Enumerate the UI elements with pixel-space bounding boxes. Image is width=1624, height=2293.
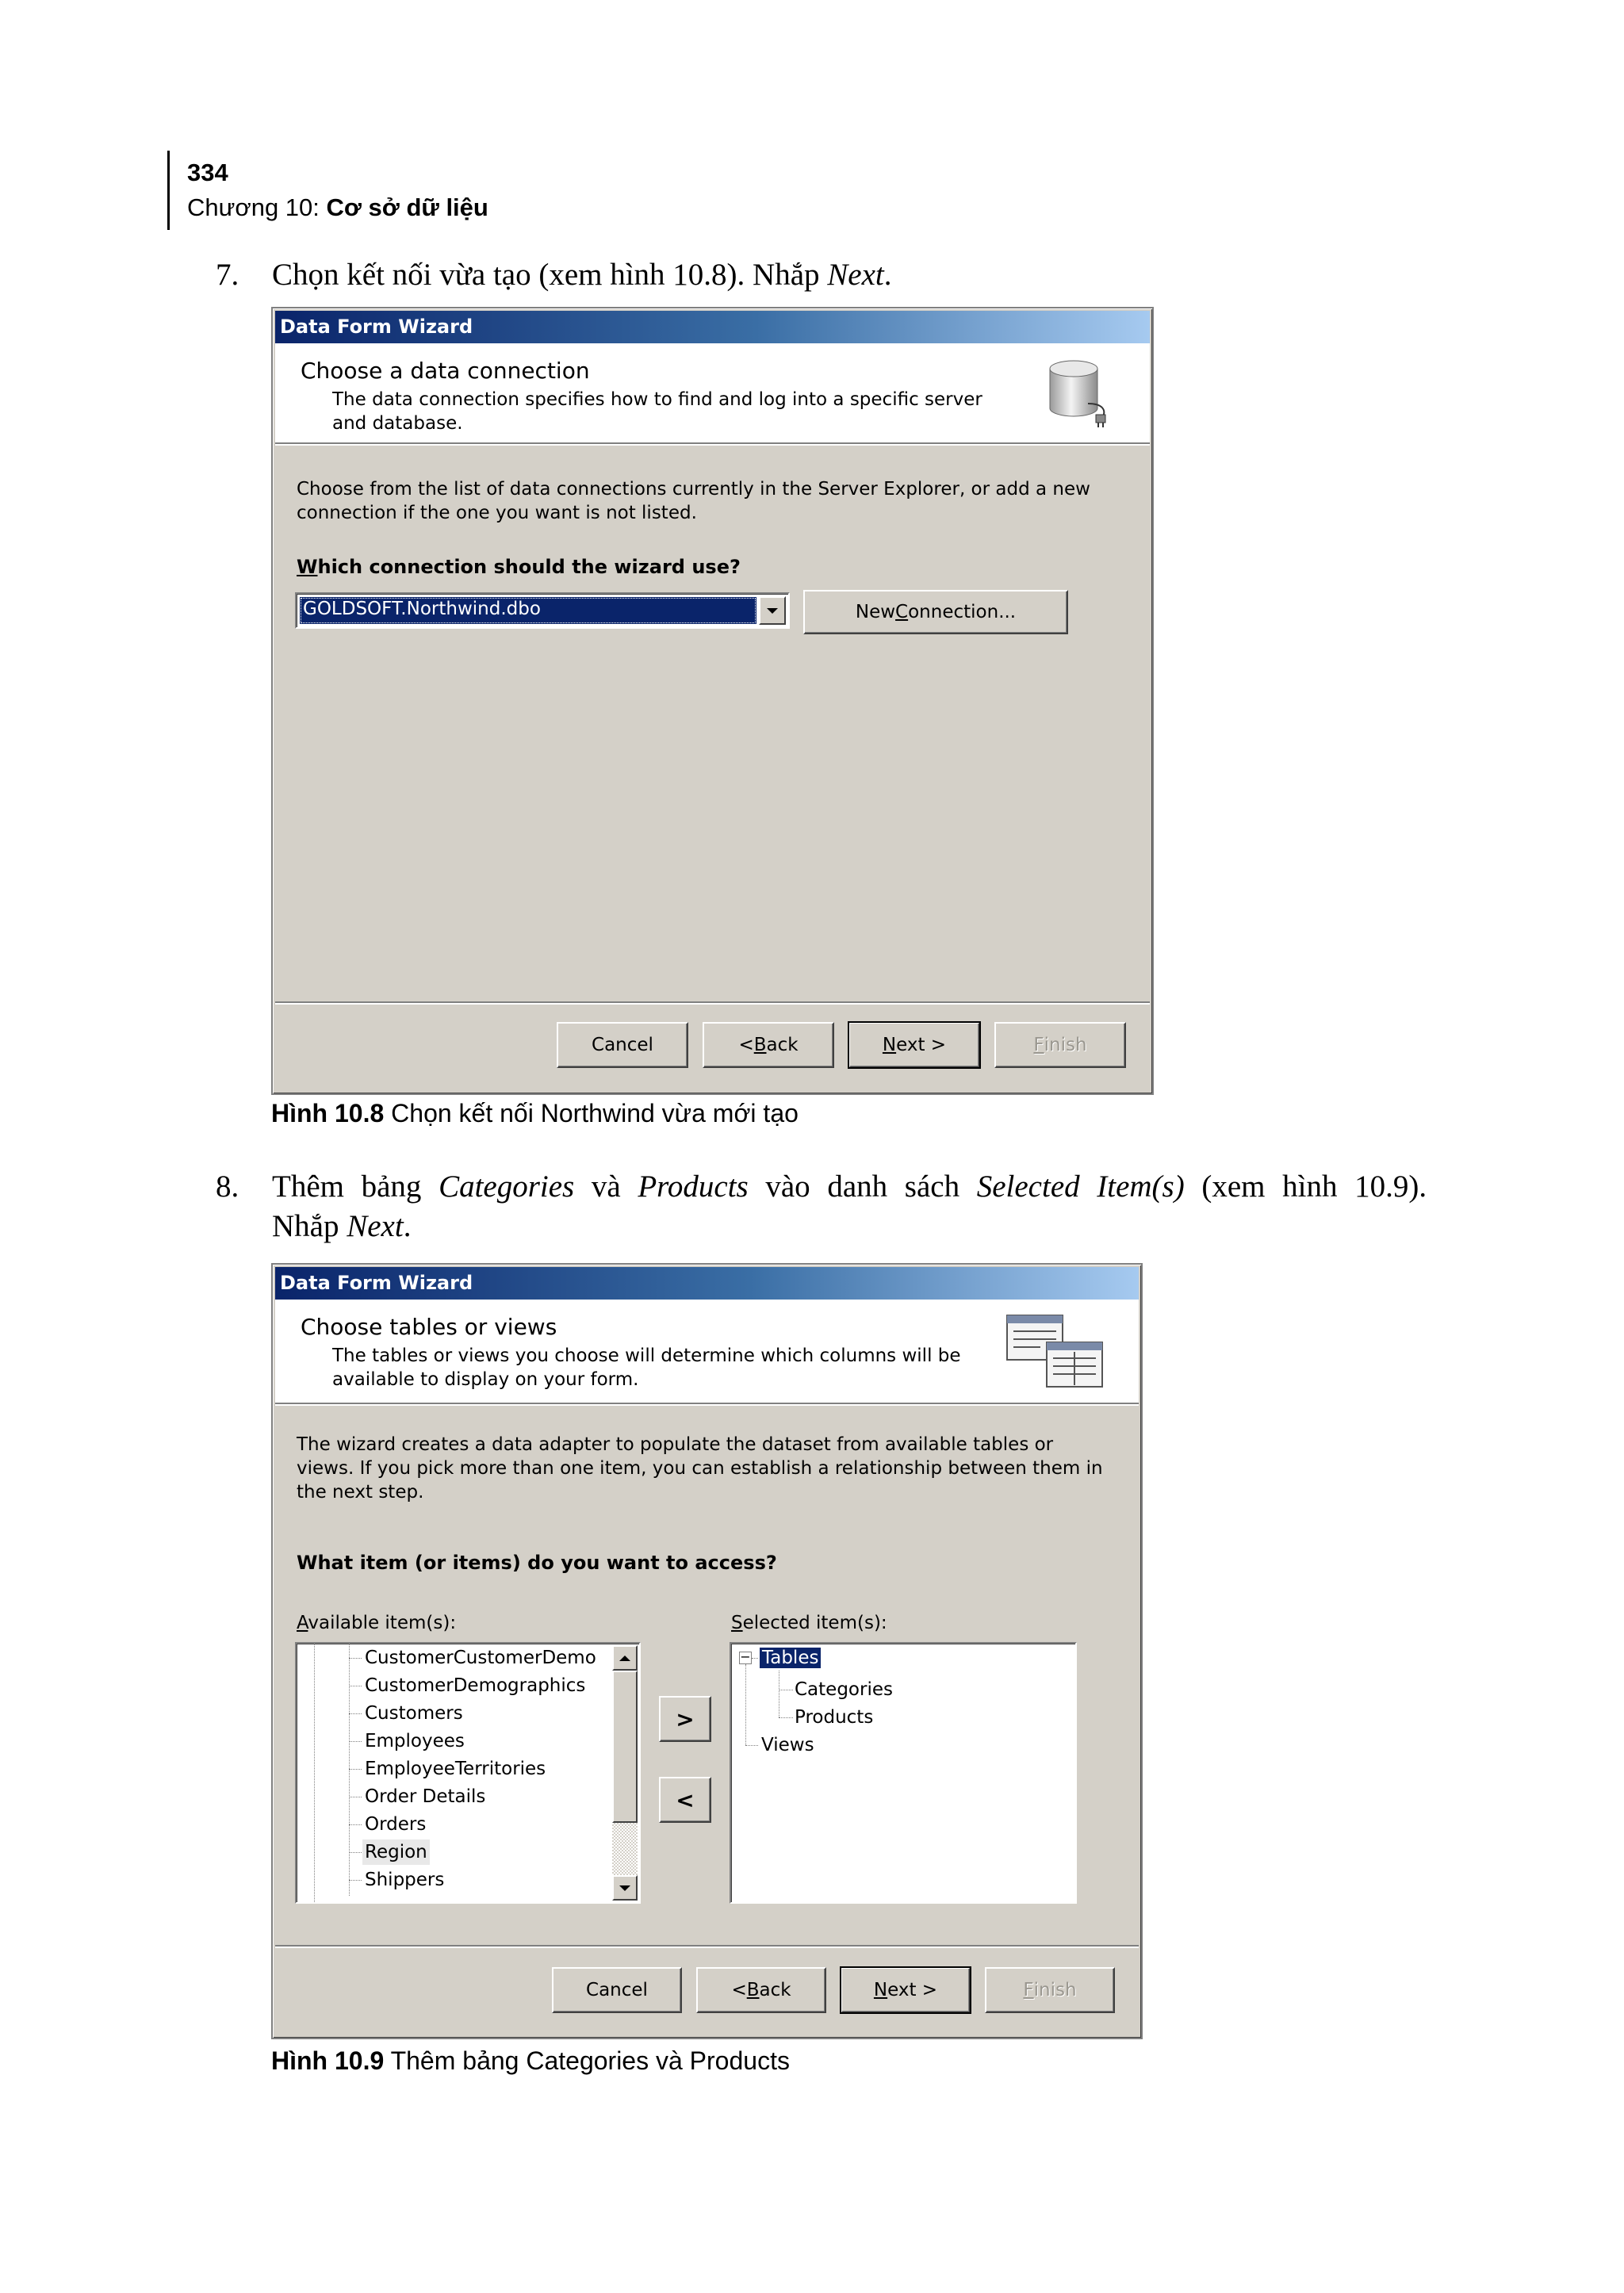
- categories-italic: Categories: [439, 1169, 575, 1204]
- step-8: [0, 1167, 1624, 1246]
- selected-items-italic: Selected Item(s): [976, 1169, 1185, 1204]
- tree-line: [779, 1717, 793, 1718]
- products-italic: Products: [638, 1169, 749, 1204]
- step-8-number: 8.: [216, 1169, 239, 1204]
- new-connection-label-post: onnection...: [908, 602, 1017, 622]
- question-accesskey: W: [297, 556, 318, 578]
- description-line-1: The wizard creates a data adapter to populate the dataset from available tables or: [297, 1434, 1054, 1455]
- collapse-icon[interactable]: −: [740, 1649, 751, 1664]
- selected-items-label: [731, 1611, 887, 1635]
- next-accesskey: N: [882, 1035, 897, 1055]
- tree-node-products[interactable]: Products: [795, 1707, 874, 1728]
- list-item[interactable]: Customers: [365, 1703, 463, 1724]
- wizard-window-connection: [271, 307, 1154, 1095]
- chevron-up-icon: [619, 1656, 630, 1661]
- step-8-line2-text: Nhắp: [272, 1209, 347, 1243]
- list-item[interactable]: Shippers: [365, 1870, 445, 1890]
- scroll-up-button[interactable]: [612, 1645, 638, 1671]
- next-label: ext >: [887, 1980, 938, 2000]
- scroll-down-button[interactable]: [612, 1875, 638, 1901]
- step-7-text: [272, 255, 892, 295]
- word: và: [591, 1169, 621, 1204]
- back-label-pre: <: [738, 1035, 754, 1055]
- tree-node-categories[interactable]: Categories: [795, 1679, 893, 1700]
- description-line-3: the next step.: [297, 1482, 424, 1503]
- caption-text: Thêm bảng Categories và Products: [384, 2046, 790, 2075]
- available-list-scrollbar[interactable]: [612, 1645, 638, 1901]
- wizard-banner: [275, 343, 1150, 444]
- back-accesskey: B: [753, 1035, 767, 1055]
- back-label-post: ack: [759, 1980, 791, 2000]
- step-7-next-italic: Next: [827, 258, 884, 292]
- new-connection-label-pre: New: [855, 602, 896, 622]
- caption-number: Hình 10.9: [271, 2046, 385, 2075]
- tree-line: [349, 1741, 362, 1742]
- banner-subtitle: [332, 1344, 961, 1391]
- wizard-titlebar: Data Form Wizard: [275, 1267, 1139, 1300]
- tree-node-tables[interactable]: [760, 1645, 821, 1671]
- figure-10-8-caption: [271, 1099, 799, 1128]
- word: 10.9).: [1354, 1169, 1427, 1204]
- tree-line: [349, 1769, 362, 1770]
- tree-node-views[interactable]: Views: [761, 1735, 814, 1755]
- back-button[interactable]: [696, 1967, 826, 2013]
- selected-items-tree[interactable]: [730, 1642, 1077, 1904]
- back-label-post: ack: [766, 1035, 799, 1055]
- remove-item-button[interactable]: <: [659, 1777, 711, 1823]
- word: Thêm: [272, 1169, 344, 1204]
- word: danh: [827, 1169, 888, 1204]
- finish-button[interactable]: [994, 1022, 1126, 1068]
- wizard-window-tables: [271, 1263, 1143, 2039]
- list-item[interactable]: Employees: [365, 1731, 465, 1751]
- selected-accesskey: S: [731, 1613, 743, 1633]
- description-line-2: connection if the one you want is not listed.: [297, 503, 697, 523]
- step-8-next-italic: Next: [347, 1209, 404, 1243]
- list-item[interactable]: CustomerCustomerDemo: [365, 1648, 596, 1668]
- word: hình: [1282, 1169, 1338, 1204]
- page-number: 334: [187, 159, 228, 186]
- wizard-titlebar: Data Form Wizard: [275, 311, 1150, 343]
- chevron-down-icon: [767, 608, 778, 614]
- available-items-listbox[interactable]: [295, 1642, 641, 1904]
- header-rule: [167, 151, 170, 230]
- step-7-number: 7.: [216, 258, 239, 292]
- description-line-2: views. If you pick more than one item, you can establish a relationship between them in: [297, 1458, 1103, 1479]
- banner-subtitle-line-1: The tables or views you choose will determine which columns will be: [332, 1346, 961, 1366]
- connection-question: [297, 556, 741, 578]
- chapter-prefix: Chương 10:: [187, 193, 327, 221]
- chapter-heading: [187, 193, 488, 222]
- footer-separator: [275, 1001, 1150, 1003]
- word: vào: [765, 1169, 810, 1204]
- tree-line: [745, 1745, 758, 1746]
- banner-subtitle-line-2: and database.: [332, 413, 463, 434]
- list-item[interactable]: CustomerDemographics: [365, 1675, 586, 1696]
- combobox-dropdown-button[interactable]: [759, 596, 786, 625]
- connection-combobox-value: GOLDSOFT.Northwind.dbo: [300, 597, 756, 624]
- figure-10-9-caption: [271, 2046, 790, 2076]
- next-accesskey: N: [873, 1980, 888, 2000]
- chevron-down-icon: [619, 1885, 630, 1891]
- wizard-banner: [275, 1300, 1139, 1404]
- word: sách: [904, 1169, 960, 1204]
- step-8-line-2: [272, 1207, 411, 1246]
- next-button[interactable]: [848, 1022, 980, 1068]
- caption-text: Chọn kết nối Northwind vừa mới tạo: [384, 1099, 799, 1127]
- tree-line: [349, 1824, 362, 1825]
- list-item[interactable]: EmployeeTerritories: [365, 1759, 546, 1779]
- tree-line: [349, 1852, 362, 1853]
- step-7: [0, 255, 1624, 295]
- tree-line: [349, 1713, 362, 1714]
- available-accesskey: A: [297, 1613, 308, 1633]
- step-8-line2-end: .: [403, 1209, 412, 1243]
- footer-separator: [275, 1945, 1139, 1947]
- tree-line: [745, 1664, 746, 1745]
- add-item-button[interactable]: >: [659, 1696, 711, 1742]
- banner-subtitle-line-1: The data connection specifies how to find and log into a specific server: [332, 389, 982, 410]
- cancel-button[interactable]: Cancel: [552, 1967, 682, 2013]
- tree-line: [349, 1880, 362, 1881]
- tree-line: [349, 1644, 350, 1896]
- question-text: hich connection should the wizard use?: [317, 556, 741, 578]
- finish-label: inish: [1044, 1035, 1087, 1055]
- database-plug-icon: [1047, 358, 1110, 429]
- step-7-text-main: Chọn kết nối vừa tạo (xem hình 10.8). Nhắp: [272, 258, 828, 292]
- new-connection-accesskey: C: [895, 602, 909, 622]
- tables-question: What item (or items) do you want to access?: [297, 1552, 777, 1574]
- step-7-text-end: .: [883, 258, 892, 292]
- new-connection-button[interactable]: [803, 590, 1068, 634]
- connection-description: [297, 477, 1090, 525]
- back-label-pre: <: [731, 1980, 747, 2000]
- finish-accesskey: F: [1023, 1980, 1034, 2000]
- list-item[interactable]: Order Details: [365, 1786, 486, 1807]
- finish-button[interactable]: [985, 1967, 1115, 2013]
- back-accesskey: B: [746, 1980, 760, 2000]
- back-button[interactable]: [703, 1022, 834, 1068]
- word: (xem: [1201, 1169, 1266, 1204]
- list-item-region[interactable]: Region: [362, 1839, 430, 1865]
- step-8-line-1: [272, 1167, 1427, 1207]
- scroll-thumb[interactable]: [612, 1671, 638, 1823]
- selected-label-text: elected item(s):: [742, 1613, 887, 1633]
- next-label: ext >: [896, 1035, 947, 1055]
- description-line-1: Choose from the list of data connections currently in the Server Explorer, or add a new: [297, 479, 1090, 500]
- tree-node-tables-label: Tables: [760, 1648, 821, 1668]
- caption-number: Hình 10.8: [271, 1099, 385, 1127]
- banner-subtitle-line-2: available to display on your form.: [332, 1369, 639, 1390]
- word: bảng: [361, 1169, 422, 1204]
- connection-combobox[interactable]: [295, 592, 790, 629]
- available-label-text: vailable item(s):: [308, 1613, 457, 1633]
- tables-description: [297, 1433, 1103, 1504]
- tree-line: [314, 1644, 315, 1904]
- chapter-title: Cơ sở dữ liệu: [326, 193, 488, 221]
- cancel-button[interactable]: Cancel: [557, 1022, 688, 1068]
- list-item[interactable]: Orders: [365, 1814, 427, 1835]
- banner-subtitle: [332, 388, 982, 435]
- finish-accesskey: F: [1033, 1035, 1044, 1055]
- banner-title: Choose tables or views: [301, 1314, 557, 1340]
- finish-label: inish: [1033, 1980, 1077, 2000]
- tree-line: [349, 1658, 362, 1659]
- available-items-label: [297, 1611, 456, 1635]
- next-button[interactable]: [841, 1967, 971, 2013]
- banner-title: Choose a data connection: [301, 358, 590, 384]
- tree-line: [752, 1658, 758, 1659]
- tables-icon: [1004, 1312, 1107, 1391]
